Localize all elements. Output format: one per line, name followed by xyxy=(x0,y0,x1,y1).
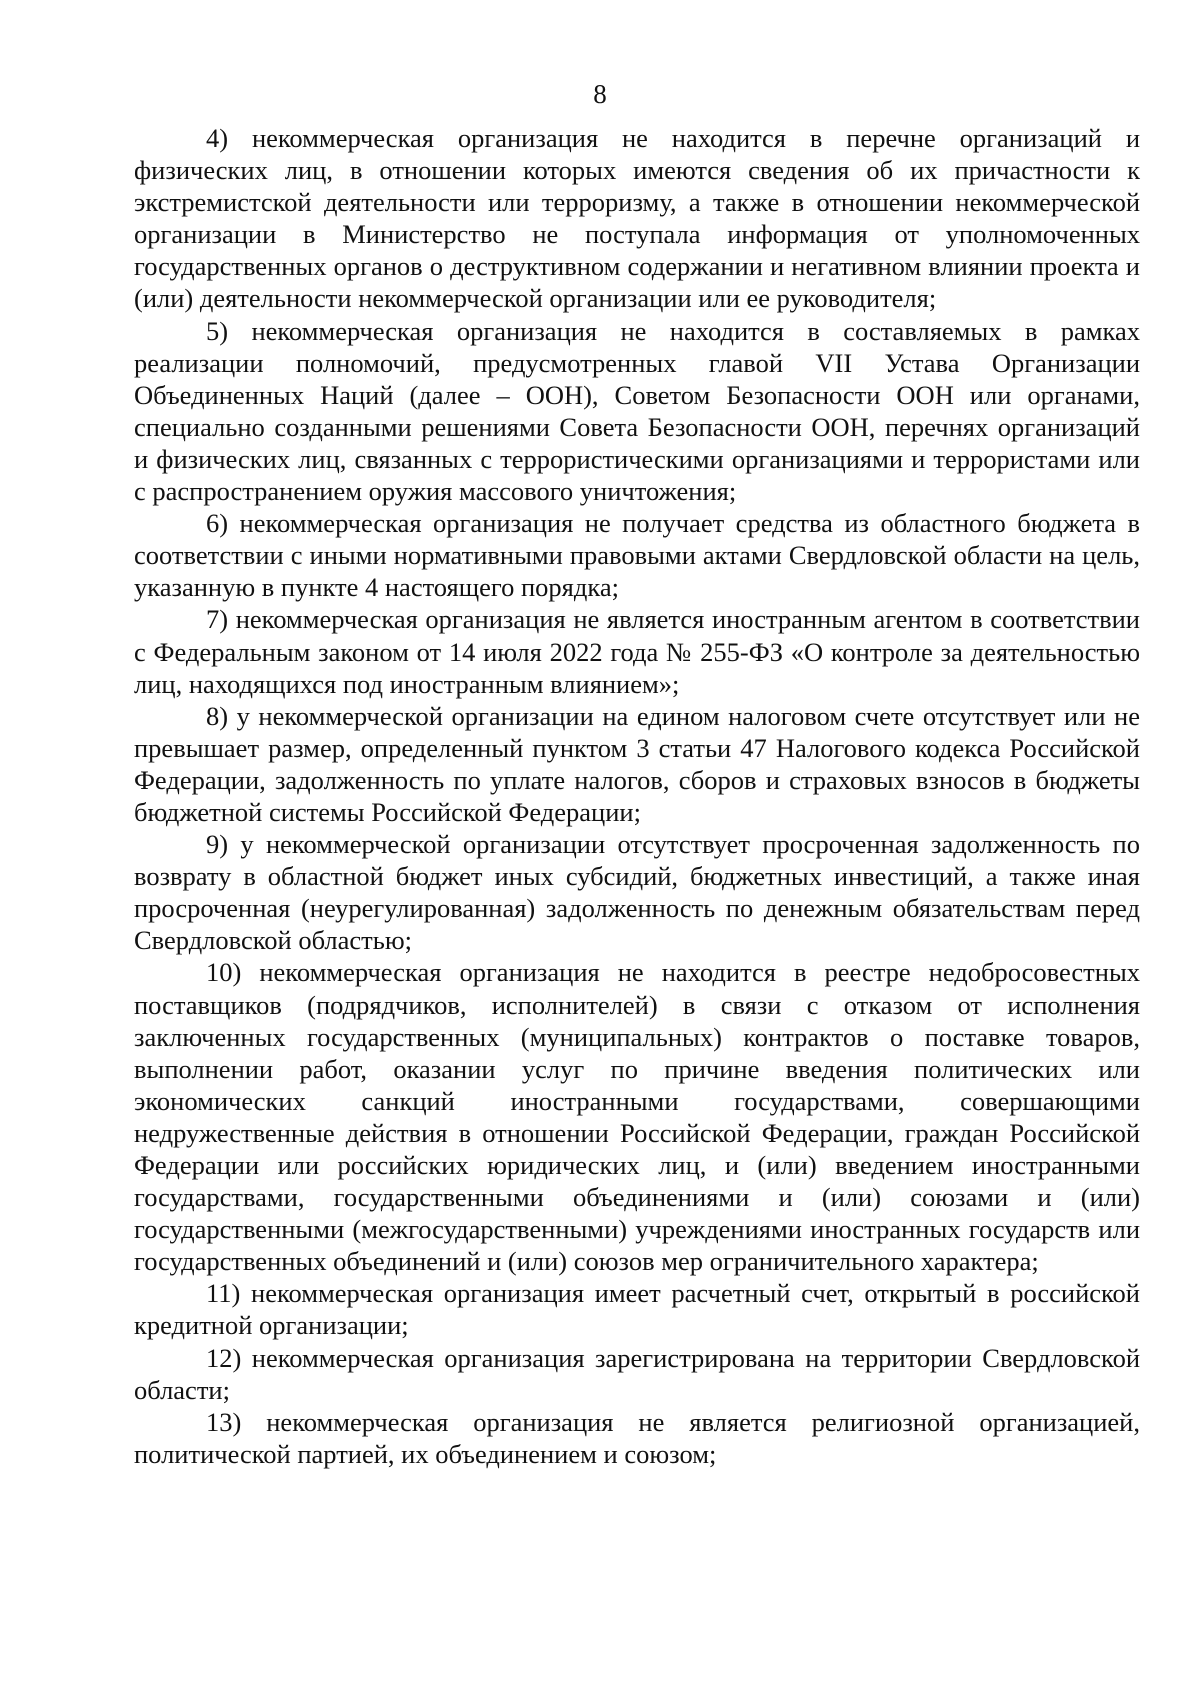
paragraph-item-5: 5) некоммерческая организация не находится в составляемых в рамках реализации полномочий, предусмотренных главой VII Устава Организации Объединенных Наций (далее – ООН), Советом Безопасности ООН или органами, специально созданными решениями Совета Безопасности ООН, перечнях организаций и физических лиц, связанных с террористическими организациями и террористами или с распространением оружия массового уничтожения; xyxy=(134,315,1140,507)
paragraph-item-4: 4) некоммерческая организация не находится в перечне организаций и физических лиц, в отношении которых имеются сведения об их причастности к экстремистской деятельности или терроризму, а также в отношении некоммерческой организации в Министерство не поступала информация от уполномоченных государственных органов о деструктивном содержании и негативном влиянии проекта и (или) деятельности некоммерческой организации или ее руководителя; xyxy=(134,123,1140,314)
paragraph-item-7: 7) некоммерческая организация не является иностранным агентом в соответствии с Федеральным законом от 14 июля 2022 года № 255-ФЗ «О контроле за деятельностью лиц, находящихся под иностранным влиянием»; xyxy=(134,604,1140,699)
paragraph-item-12: 12) некоммерческая организация зарегистрирована на территории Свердловской области; xyxy=(134,1342,1140,1405)
document-body xyxy=(134,122,1140,1470)
paragraph-item-13: 13) некоммерческая организация не является религиозной организацией, политической партией, их объединением и союзом; xyxy=(134,1406,1140,1469)
paragraph-item-9: 9) у некоммерческой организации отсутствует просроченная задолженность по возврату в областной бюджет иных субсидий, бюджетных инвестиций, а также иная просроченная (неурегулированная) задолженность по денежным обязательствам перед Свердловской областью; xyxy=(134,829,1140,956)
paragraph-item-8: 8) у некоммерческой организации на едином налоговом счете отсутствует или не превышает размер, определенный пунктом 3 статьи 47 Налогового кодекса Российской Федерации, задолженность по уплате налогов, сборов и страховых взносов в бюджеты бюджетной системы Российской Федерации; xyxy=(134,700,1140,827)
paragraph-item-11: 11) некоммерческая организация имеет расчетный счет, открытый в российской кредитной организации; xyxy=(134,1278,1140,1341)
page-number: 8 xyxy=(593,79,607,109)
paragraph-item-10: 10) некоммерческая организация не находится в реестре недобросовестных поставщиков (подрядчиков, исполнителей) в связи с отказом от исполнения заключенных государственных (муниципальных) контрактов о поставке товаров, выполнении работ, оказании услуг по причине введения политических или экономических санкций иностранными государствами, совершающими недружественные действия в отношении Российской Федерации, граждан Российской Федерации или российских юридических лиц, и (или) введением иностранными государствами, государственными объединениями и (или) союзами и (или) государственными (межгосударственными) учреждениями иностранных государств или государственных объединений и (или) союзов мер ограничительного характера; xyxy=(134,957,1140,1277)
paragraph-item-6: 6) некоммерческая организация не получает средства из областного бюджета в соответствии с иными нормативными правовыми актами Свердловской области на цель, указанную в пункте 4 настоящего порядка; xyxy=(134,508,1140,603)
